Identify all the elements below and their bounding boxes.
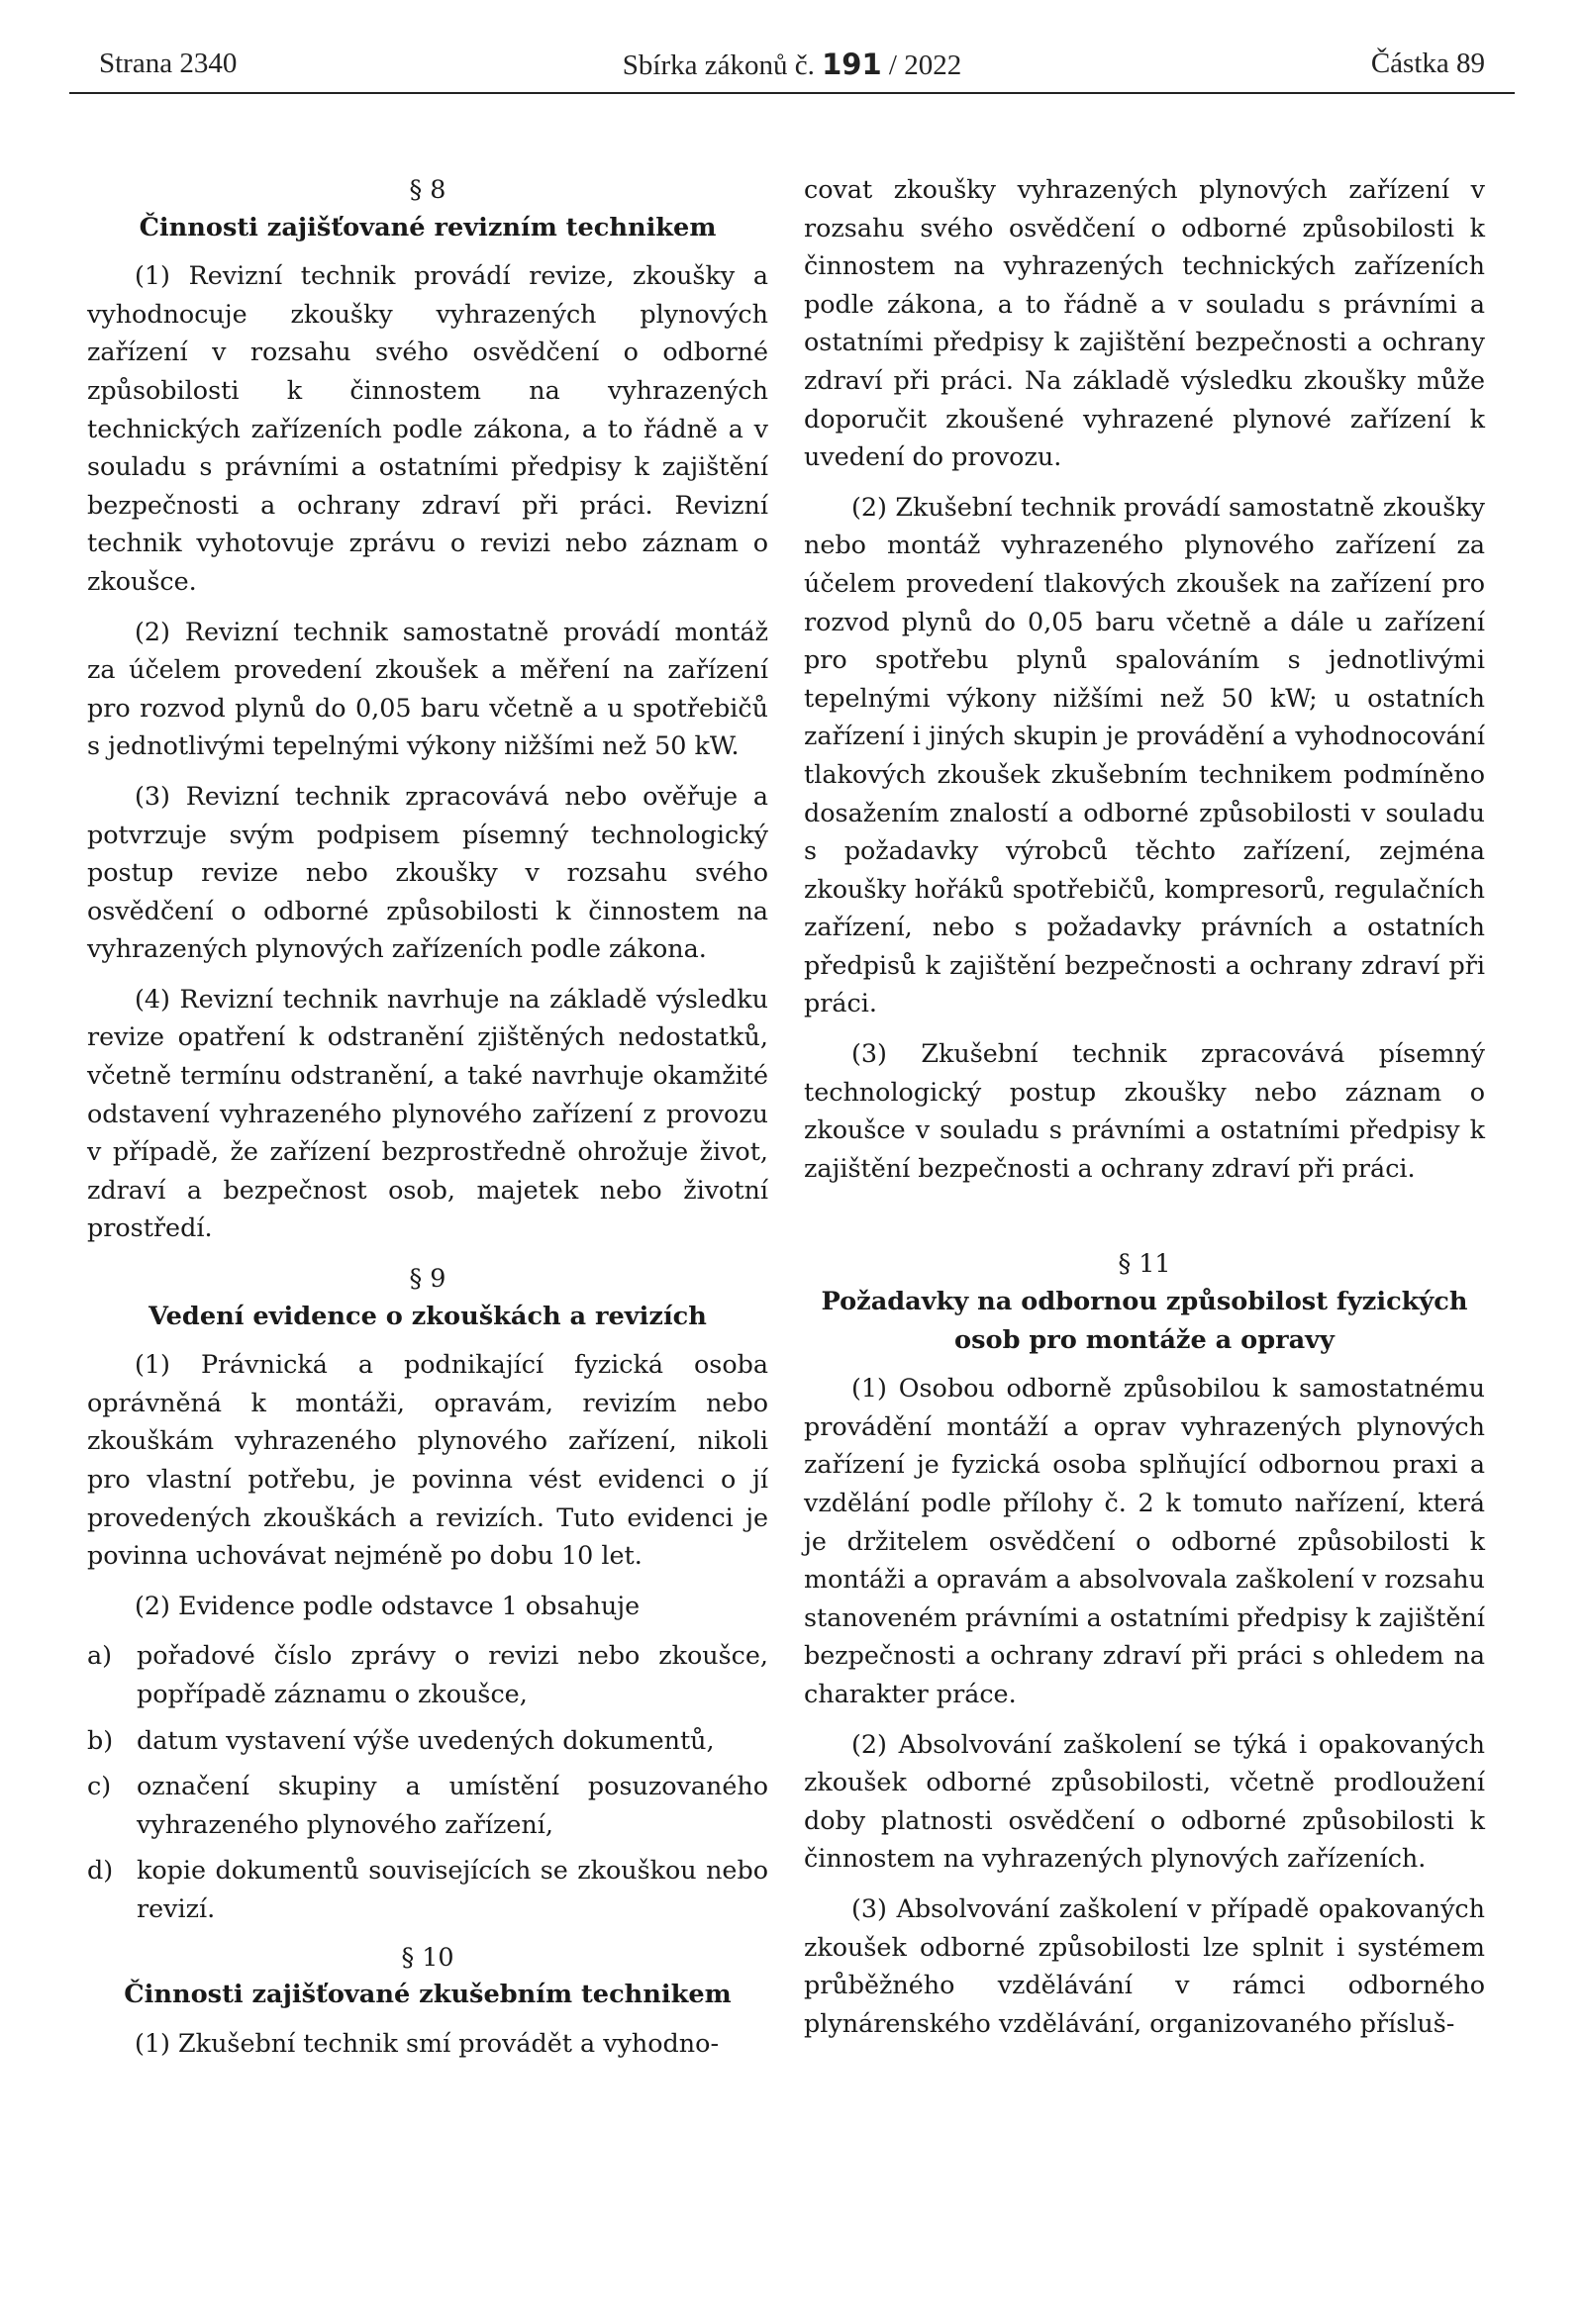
list-item-text: kopie dokumentů souvisejících se zkouškou nebo revizí. (137, 1855, 768, 1923)
s10-paragraph-1-start: (1) Zkušební technik smí provádět a vyhodno- (135, 2027, 720, 2058)
list-item-label: d) (87, 1855, 114, 1886)
regulation-number: 191 (822, 48, 882, 81)
s10-paragraph-1-continued: covat zkoušky vyhrazených plynových zařízení v rozsahu svého osvědčení o odborné způsobilosti k činnostem na vyhrazených technických zařízeních podle zákona, a to řádně a v souladu s právními a ostatními předpisy k zajištění bezpečnosti a ochrany zdraví při práci. Na základě výsledku zkoušky může doporučit zkoušené vyhrazené plynové zařízení k uvedení do provozu. (804, 174, 1485, 472)
list-item (87, 1636, 768, 1712)
s11-paragraph-1: (1) Osobou odborně způsobilou k samostatnému provádění montáží a oprav vyhrazených plynových zařízení je fyzická osoba splňující odbornou praxi a vzdělání podle přílohy č. 2 k tomuto nařízení, která je držitelem osvědčení o odborné způsobilosti k montáži a opravám a absolvovala zaškolení v rozsahu stanoveném právními a ostatními předpisy k zajištění bezpečnosti a ochrany zdraví při práci s ohledem na charakter práce. (804, 1373, 1485, 1708)
section-11-title-line-1: Požadavky na odbornou způsobilost fyzických (821, 1287, 1468, 1317)
section-10-number: § 10 (401, 1941, 454, 1972)
s8-paragraph-1: (1) Revizní technik provádí revize, zkoušky a vyhodnocuje zkoušky vyhrazených plynových zařízení v rozsahu svého osvědčení o odborné způsobilosti k činnostem na vyhrazených technických zařízeních podle zákona, a to řádně a v souladu s právními a ostatními předpisy k zajištění bezpečnosti a ochrany zdraví při práci. Revizní technik vyhotovuje zprávu o revizi nebo záznam o zkoušce. (87, 260, 768, 596)
section-8-number: § 8 (409, 174, 446, 204)
collection-name: Sbírka zákonů č. (622, 49, 815, 81)
section-10-title: Činnosti zajišťované zkušebním technikem (124, 1980, 732, 2010)
section-8-title: Činnosti zajišťované revizním technikem (139, 212, 717, 242)
list-item (87, 1767, 768, 1843)
s11-paragraph-3: (3) Absolvování zaškolení v případě opakovaných zkoušek odborné způsobilosti lze splnit i systémem průběžného vzdělávání v rámci odborného plynárenského vzdělávání, organizovaného přísluš- (804, 1892, 1485, 2038)
s10-paragraph-2: (2) Zkušební technik provádí samostatně zkoušky nebo montáž vyhrazeného plynového zařízení za účelem provedení tlakových zkoušek na zařízení pro rozvod plynů do 0,05 baru včetně a dále u zařízení pro spotřebu plynů spalováním s jednotlivými tepelnými výkony nižšími než 50 kW; u ostatních zařízení i jiných skupin je provádění a vyhodnocování tlakových zkoušek zkušebním technikem podmíněno dosažením znalostí a odborné způsobilosti v souladu s požadavky výrobců těchto zařízení, zejména zkoušky hořáků spotřebičů, kompresorů, regulačních zařízení, nebo s požadavky právních a ostatních předpisů k zajištění bezpečnosti a ochrany zdraví při práci. (804, 491, 1485, 1018)
section-11-number: § 11 (1118, 1248, 1171, 1279)
section-9-title: Vedení evidence o zkouškách a revizích (148, 1301, 707, 1331)
s11-paragraph-2: (2) Absolvování zaškolení se týká i opakovaných zkoušek odborné způsobilosti, včetně prodloužení doby platnosti osvědčení o odborné způsobilosti k činnostem na vyhrazených plynových zařízeních. (804, 1728, 1485, 1874)
left-column (87, 170, 768, 2074)
collection-reference (69, 48, 1515, 82)
list-item-text: datum vystavení výše uvedených dokumentů, (137, 1724, 715, 1755)
s9-paragraph-1: (1) Právnická a podnikající fyzická osoba oprávněná k montáži, opravám, revizím nebo zkouškám vyhrazeného plynového zařízení, nikoli pro vlastní potřebu, je povinna vést evidenci o jí provedených zkouškách a revizích. Tuto evidenci je povinna uchovávat nejméně po dobu 10 let. (87, 1349, 768, 1571)
s10-paragraph-3: (3) Zkušební technik zpracovává písemný technologický postup zkoušky nebo záznam o zkoušce v souladu s právními a ostatními předpisy k zajištění bezpečnosti a ochrany zdraví při práci. (804, 1038, 1485, 1183)
list-item (87, 1721, 768, 1760)
page-header (69, 48, 1515, 91)
list-item (87, 1851, 768, 1927)
issue-number: Částka 89 (1370, 48, 1485, 79)
right-column (804, 170, 1485, 2054)
s8-paragraph-2: (2) Revizní technik samostatně provádí montáž za účelem provedení zkoušek a měření na zařízení pro rozvod plynů do 0,05 baru včetně a u spotřebičů s jednotlivými tepelnými výkony nižšími než 50 kW. (87, 616, 768, 761)
section-spacer (804, 1199, 1485, 1234)
section-9-number: § 9 (409, 1263, 446, 1294)
header-rule (69, 92, 1515, 94)
regulation-year: / 2022 (888, 49, 962, 81)
list-item-label: c) (87, 1771, 112, 1801)
section-11-title-line-2: osob pro montáže a opravy (954, 1324, 1335, 1355)
page-number: Strana 2340 (99, 48, 238, 79)
list-item-label: a) (87, 1640, 113, 1671)
list-item-text: pořadové číslo zprávy o revizi nebo zkoušce, popřípadě záznamu o zkoušce, (137, 1640, 768, 1708)
list-item-text: označení skupiny a umístění posuzovaného vyhrazeného plynového zařízení, (137, 1771, 768, 1839)
list-item-label: b) (87, 1724, 114, 1755)
s8-paragraph-4: (4) Revizní technik navrhuje na základě výsledku revize opatření k odstranění zjištěných nedostatků, včetně termínu odstranění, a také navrhuje okamžité odstavení vyhrazeného plynového zařízení z provozu v případě, že zařízení bezprostředně ohrožuje život, zdraví a bezpečnost osob, majetek nebo životní prostředí. (87, 983, 768, 1243)
s8-paragraph-3: (3) Revizní technik zpracovává nebo ověřuje a potvrzuje svým podpisem písemný technologický postup revize nebo zkoušky v rozsahu svého osvědčení o odborné způsobilosti k činnostem na vyhrazených plynových zařízeních podle zákona. (87, 780, 768, 964)
s9-paragraph-2: (2) Evidence podle odstavce 1 obsahuje (135, 1590, 641, 1620)
